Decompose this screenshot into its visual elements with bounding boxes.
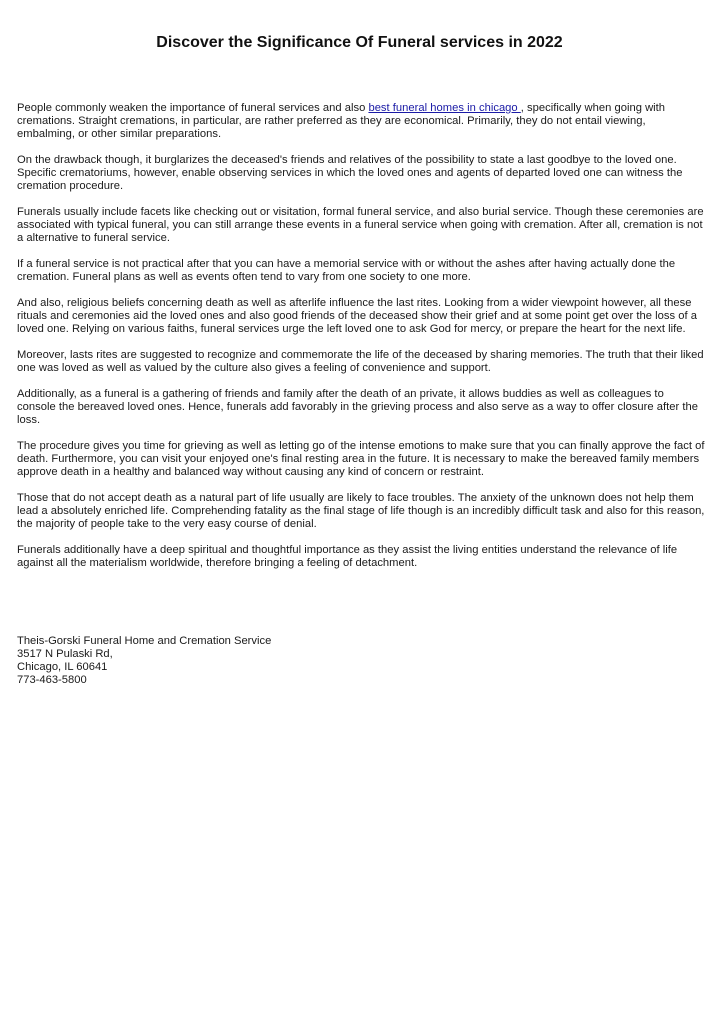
street-address: 3517 N Pulaski Rd, bbox=[17, 648, 113, 660]
business-address bbox=[17, 635, 417, 687]
phone-number: 773-463-5800 bbox=[17, 674, 87, 686]
city-state-zip: Chicago, IL 60641 bbox=[17, 661, 108, 673]
paragraph-10: Funerals additionally have a deep spiritual and thoughtful importance as they assist the living entities understand the relevance of life against all the materialism worldwide, therefore bringing a feeling of detachment. bbox=[17, 544, 678, 569]
paragraph-6: Moreover, lasts rites are suggested to recognize and commemorate the life of the deceased by sharing memories. The truth that their liked one was loved as well as valued by the culture also gives a feeling of convenience and support. bbox=[17, 349, 704, 374]
business-name: Theis-Gorski Funeral Home and Cremation Service bbox=[17, 635, 272, 647]
paragraph-1 bbox=[17, 102, 705, 141]
paragraph-7: Additionally, as a funeral is a gathering of friends and family after the death of an private, it allows buddies as well as colleagues to console the bereaved loved ones. Hence, funerals add favorably in the grieving process and also serve as a way to offer closure after the loss. bbox=[17, 388, 699, 426]
paragraph-4: If a funeral service is not practical after that you can have a memorial service with or without the ashes after having actually done the cremation. Funeral plans as well as events often tend to vary from one society to one more. bbox=[17, 258, 676, 283]
paragraph-8: The procedure gives you time for grieving as well as letting go of the intense emotions to make sure that you can finally approve the fact of death. Furthermore, you can visit your enjoyed one's final resting area in the future. It is necessary to make the bereaved family members approve death in a healthy and balanced way without causing any kind of concern or restraint. bbox=[17, 440, 705, 478]
paragraph-1-text-before: People commonly weaken the importance of funeral services and also bbox=[17, 102, 369, 114]
paragraph-5: And also, religious beliefs concerning death as well as afterlife influence the last rites. Looking from a wider viewpoint however, all these rituals and ceremonies aid the loved ones and also good friends of the deceased show their grief and at some point get over the loss of a loved one. Relying on various faiths, funeral services urge the left loved one to ask God for mercy, or prepare the heart for the next life. bbox=[17, 297, 698, 335]
funeral-homes-link[interactable]: best funeral homes in chicago bbox=[368, 102, 521, 114]
article-body bbox=[17, 102, 705, 583]
paragraph-1-text-after: , specifically when going with cremations. Straight cremations, in particular, are rather preferred as they are economical. Primarily, they do not entail viewing, embalming, or other similar preparations. bbox=[17, 102, 666, 140]
page-title: Discover the Significance Of Funeral services in 2022 bbox=[156, 34, 563, 51]
paragraph-2: On the drawback though, it burglarizes the deceased's friends and relatives of the possibility to state a last goodbye to the loved one. Specific crematoriums, however, enable observing services in which the loved ones and agents of departed loved one can witness the cremation procedure. bbox=[17, 154, 683, 192]
paragraph-9: Those that do not accept death as a natural part of life usually are likely to face troubles. The anxiety of the unknown does not help them lead a absolutely enriched life. Comprehending fatality as the final stage of life though is an incredibly difficult task and also for this reason, the majority of people take to the very easy course of denial. bbox=[17, 492, 705, 530]
paragraph-3: Funerals usually include facets like checking out or visitation, formal funeral service, and also burial service. Though these ceremonies are associated with typical funeral, you can still arrange these events in a funeral service when going with cremation. After all, cremation is not a alternative to funeral service. bbox=[17, 206, 704, 244]
